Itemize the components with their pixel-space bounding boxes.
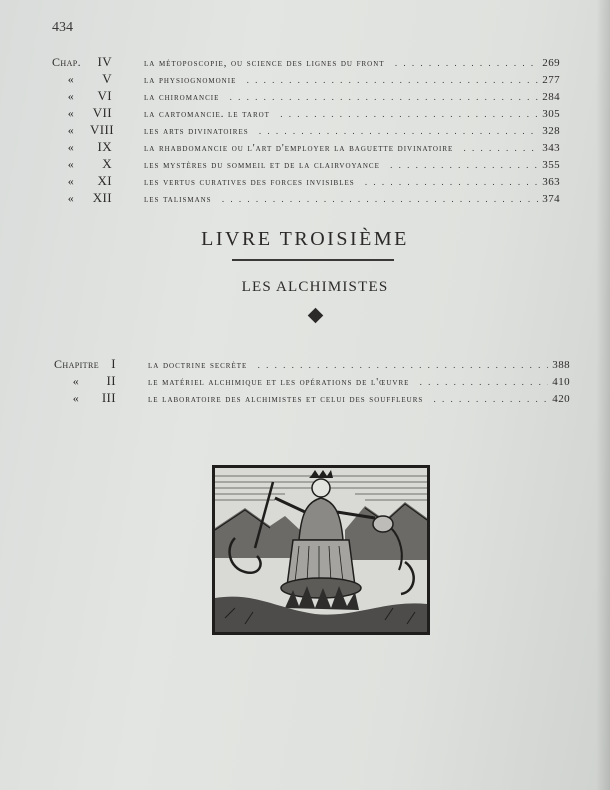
toc-roman: XII <box>92 190 112 205</box>
toc-prefix: « <box>67 123 75 137</box>
toc-row <box>52 88 560 104</box>
toc-page: 343 <box>542 142 560 154</box>
toc-prefix: Chapitre <box>54 357 99 371</box>
toc-roman: V <box>102 71 112 86</box>
toc-page: 355 <box>542 159 560 171</box>
toc-row <box>54 390 570 406</box>
toc-page: 388 <box>552 359 570 371</box>
toc-page: 277 <box>542 74 560 86</box>
toc-prefix: « <box>67 106 75 120</box>
toc-row <box>52 122 560 138</box>
toc-prefix: « <box>67 174 75 188</box>
toc-page: 363 <box>542 176 560 188</box>
toc-row <box>52 190 560 206</box>
toc-roman: VI <box>97 88 112 103</box>
toc-page: 420 <box>552 393 570 405</box>
toc-title: les arts divinatoires . . . <box>144 126 538 137</box>
page-number: 434 <box>52 20 73 35</box>
heading-rule <box>232 259 394 261</box>
toc-title: la doctrine secrète . . . <box>148 360 548 371</box>
toc-roman: I <box>111 356 116 371</box>
toc-title: la métoposcopie, ou science des lignes du front . . . <box>144 58 538 69</box>
toc-page: 328 <box>542 125 560 137</box>
diamond-ornament-icon <box>308 308 324 324</box>
toc-title: les mystères du sommeil et de la clairvoyance . . . <box>144 160 538 171</box>
toc-row <box>52 71 560 87</box>
toc-prefix: « <box>67 157 75 171</box>
section-title: LES ALCHIMISTES <box>241 279 389 295</box>
toc-row <box>52 173 560 189</box>
toc-title: la cartomancie. le tarot . . . <box>144 109 538 120</box>
toc-title: le matériel alchimique et les opérations de l'œuvre . . . <box>148 377 548 388</box>
toc-title: les vertus curatives des forces invisibles . . . <box>144 177 538 188</box>
toc-title: la rhabdomancie ou l'art d'employer la baguette divinatoire . . . <box>144 143 538 154</box>
woodcut-drawing <box>215 468 427 632</box>
toc-roman: VIII <box>90 122 114 137</box>
toc-roman: XI <box>97 173 112 188</box>
toc-row <box>52 54 560 70</box>
toc-prefix: « <box>67 140 75 154</box>
toc-prefix: « <box>72 391 80 405</box>
toc-prefix: Chap. <box>52 55 82 69</box>
toc-roman: II <box>106 373 116 388</box>
toc-title: la chiromancie . . . <box>144 92 538 103</box>
toc-roman: III <box>101 390 116 405</box>
toc-prefix: « <box>67 72 75 86</box>
toc-title: les talismans . . . <box>144 194 538 205</box>
toc-page: 374 <box>542 193 560 205</box>
livre-heading: LIVRE TROISIÈME <box>201 228 409 250</box>
toc-prefix: « <box>72 374 80 388</box>
toc-roman: IX <box>97 139 112 154</box>
toc-prefix: « <box>67 89 75 103</box>
toc-title: le laboratoire des alchimistes et celui des souffleurs . . . <box>148 394 548 405</box>
toc-row <box>52 105 560 121</box>
toc-roman: X <box>102 156 112 171</box>
toc-row <box>52 156 560 172</box>
toc-page: 284 <box>542 91 560 103</box>
toc-roman: VII <box>92 105 112 120</box>
page-edge-shadow <box>596 0 610 790</box>
toc-page: 269 <box>542 57 560 69</box>
toc-roman: IV <box>97 54 112 69</box>
toc-row <box>52 139 560 155</box>
toc-page: 305 <box>542 108 560 120</box>
toc-page: 410 <box>552 376 570 388</box>
toc-row <box>54 356 570 372</box>
toc-row <box>54 373 570 389</box>
toc-prefix: « <box>67 191 75 205</box>
toc-title: la physiognomonie . . . <box>144 75 538 86</box>
alchemy-woodcut-illustration <box>212 465 430 635</box>
